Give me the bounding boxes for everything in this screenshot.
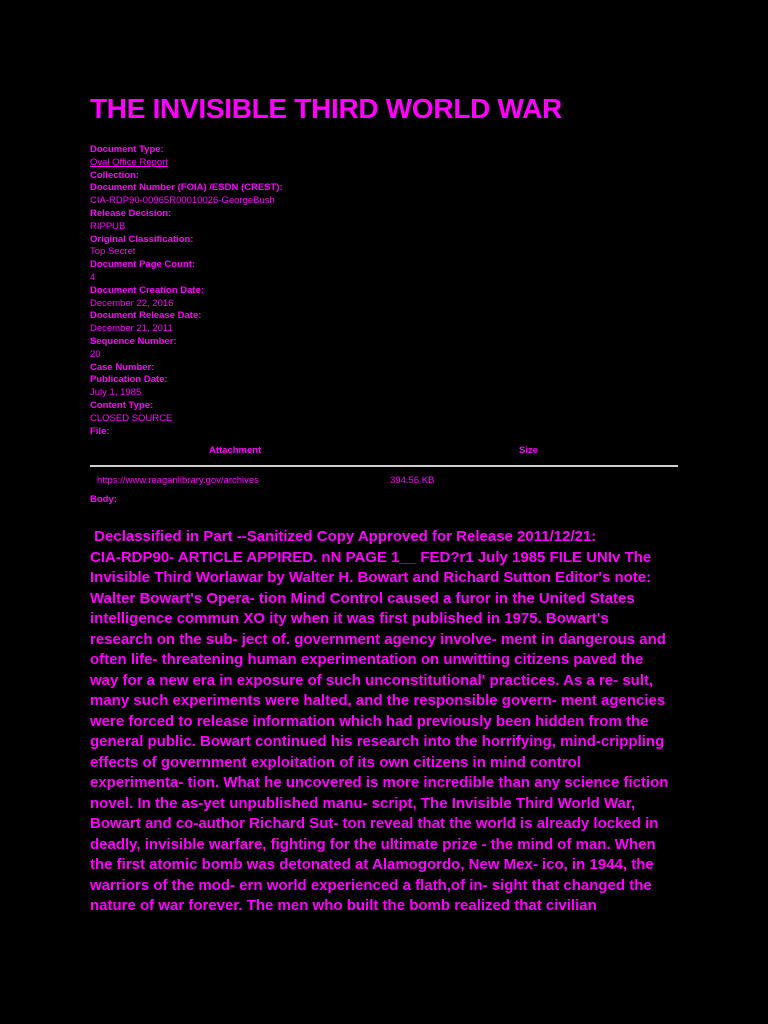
meta-label-release-date: Document Release Date: — [90, 310, 202, 322]
body-line: Bowart and co-author Richard Sut- ton reveal that the world is already locked in — [90, 815, 659, 832]
meta-value-release-decision: RIPPUB — [90, 220, 126, 232]
page-title: THE INVISIBLE THIRD WORLD WAR — [90, 93, 562, 124]
meta-value-document-number: CIA-RDP90-00965R00010026-GeorgeBush — [90, 195, 275, 207]
meta-value-document-type[interactable] — [90, 157, 650, 170]
body-line: intelligence commun XO ity when it was first published in 1975. Bowart's — [90, 610, 609, 627]
attachment-size: 394.56 KB — [390, 475, 435, 486]
meta-label-creation-date: Document Creation Date: — [90, 284, 205, 296]
body-line: were forced to release information which had previously been hidden from the — [90, 712, 649, 730]
meta-label-original-classification: Original Classification: — [90, 233, 194, 245]
body-line: Invisible Third Worlawar by Walter H. Bowart and Richard Sutton Editor's note: — [90, 569, 652, 586]
column-header-attachment: Attachment — [209, 445, 262, 456]
body-line: Walter Bowart's Opera- tion Mind Control caused a furor in the United States — [90, 589, 635, 607]
body-line: experimenta- tion. What he uncovered is more incredible than any science fiction — [90, 774, 669, 791]
body-line: way for a new era in exposure of such unconstitutional' practices. As a re- sult, — [90, 671, 654, 689]
body-line: many such experiments were halted, and the responsible govern- ment agencies — [90, 692, 666, 709]
attachment-table — [90, 444, 678, 486]
meta-value-sequence-number: 20 — [90, 348, 101, 360]
meta-value-original-classification: Top Secret — [90, 246, 136, 258]
table-divider — [90, 465, 678, 467]
body-line: novel. In the as-yet unpublished manu- script, The Invisible Third World War, — [90, 794, 636, 812]
meta-label-case-number: Case Number: — [90, 361, 155, 373]
meta-label-document-number: Document Number (FOIA) /ESDN (CREST): — [90, 182, 283, 194]
meta-value-creation-date: December 22, 2016 — [90, 297, 174, 309]
body-line: often life- threatening human experimentation on unwitting citizens paved the — [90, 651, 644, 668]
meta-label-release-decision: Release Decision: — [90, 207, 172, 219]
body-line: CIA-RDP90- ARTICLE APPIRED. nN PAGE 1__ FED?r1 July 1985 FILE UNIv The — [90, 548, 652, 566]
document-type-link[interactable]: Oval Office Report — [90, 156, 168, 168]
meta-value-content-type: CLOSED SOURCE — [90, 412, 173, 424]
metadata-list — [90, 144, 650, 438]
meta-value-release-date: December 21, 2011 — [90, 323, 173, 335]
column-header-size: Size — [519, 445, 539, 456]
body-line: deadly, invisible warfare, fighting for the ultimate prize - the mind of man. When — [90, 835, 656, 853]
meta-label-collection: Collection: — [90, 169, 140, 181]
body-line: warriors of the mod- ern world experienced a flath,of in- sight that changed the — [90, 876, 652, 894]
attachment-table-header — [90, 444, 678, 464]
body-line: general public. Bowart continued his research into the horrifying, mind-crippling — [90, 733, 665, 750]
meta-value-page-count: 4 — [90, 271, 96, 283]
meta-label-file: File: — [90, 425, 110, 437]
meta-label-page-count: Document Page Count: — [90, 259, 196, 271]
meta-label-publication-date: Publication Date: — [90, 374, 168, 386]
body-line: effects of government exploitation of its own citizens in mind control — [90, 753, 581, 771]
table-row — [90, 475, 678, 489]
body-line: Declassified in Part --Sanitized Copy Approved for Release 2011/12/21: — [90, 528, 597, 545]
body-line: nature of war forever. The men who built the bomb realized that civilian — [90, 897, 597, 914]
body-line: research on the sub- ject of. government agency involve- ment in dangerous and — [90, 630, 666, 648]
meta-label-document-type: Document Type: — [90, 144, 164, 155]
body-line: the first atomic bomb was detonated at Alamogordo, New Mex- ico, in 1944, the — [90, 856, 654, 873]
body-label: Body: — [90, 494, 117, 505]
meta-value-publication-date: July 1, 1985 — [90, 387, 142, 399]
meta-label-content-type: Content Type: — [90, 399, 154, 411]
attachment-link[interactable]: https://www.reaganlibrary.gov/archives — [97, 475, 259, 486]
meta-label-sequence-number: Sequence Number: — [90, 335, 177, 347]
body-text — [90, 527, 682, 917]
